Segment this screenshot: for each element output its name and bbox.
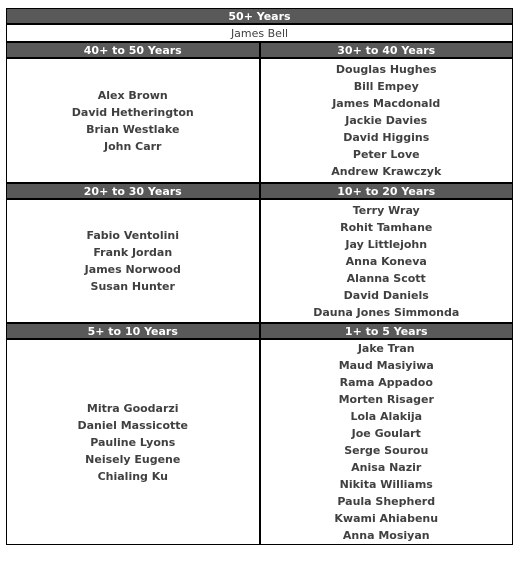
name: Kwami Ahiabenu — [334, 512, 439, 525]
section-row-2 — [6, 183, 513, 323]
name: Dauna Jones Simmonda — [313, 305, 460, 319]
header-1-to-5: 1+ to 5 Years — [260, 323, 514, 339]
header-40-to-50: 40+ to 50 Years — [6, 42, 260, 58]
column-20-to-30 — [6, 183, 260, 323]
name: Maud Masiyiwa — [338, 359, 434, 372]
name: Pauline Lyons — [90, 435, 176, 449]
header-30-to-40: 30+ to 40 Years — [260, 42, 514, 58]
name: Rama Appadoo — [339, 376, 433, 389]
name: Jake Tran — [357, 342, 415, 355]
name: Joe Goulart — [351, 427, 421, 440]
name: David Hetherington — [71, 105, 194, 119]
name: Jay Littlejohn — [345, 237, 428, 251]
name: Daniel Massicotte — [77, 418, 188, 432]
column-5-to-10 — [6, 323, 260, 545]
header-50-plus: 50+ Years — [6, 8, 513, 24]
name: Paula Shepherd — [337, 495, 436, 508]
name: David Higgins — [343, 131, 430, 144]
header-5-to-10: 5+ to 10 Years — [6, 323, 260, 339]
name: James Norwood — [84, 263, 181, 276]
column-40-to-50 — [6, 42, 260, 183]
names-20-to-30 — [6, 199, 260, 323]
names-40-to-50 — [6, 58, 260, 183]
name: Brian Westlake — [86, 122, 180, 136]
name: Anna Mosiyan — [342, 529, 430, 542]
name: Alex Brown — [97, 88, 168, 102]
name: James Macdonald — [332, 97, 441, 110]
name: Fabio Ventolini — [86, 229, 179, 242]
names-1-to-5 — [260, 339, 514, 545]
names-5-to-10 — [6, 339, 260, 545]
section-row-3 — [6, 323, 513, 545]
name: Lola Alakija — [350, 410, 423, 423]
section-row-1 — [6, 42, 513, 183]
name: Bill Empey — [353, 80, 419, 93]
header-20-to-30: 20+ to 30 Years — [6, 183, 260, 199]
name: Douglas Hughes — [335, 63, 437, 76]
name: David Daniels — [343, 288, 429, 302]
name: Nikita Williams — [339, 478, 433, 491]
name: Morten Risager — [338, 393, 434, 406]
name: Susan Hunter — [90, 280, 175, 293]
column-10-to-20 — [260, 183, 514, 323]
name: Frank Jordan — [93, 246, 173, 259]
name: Neisely Eugene — [85, 452, 181, 466]
name: Terry Wray — [352, 203, 420, 217]
name: Rohit Tamhane — [340, 220, 433, 234]
name: Peter Love — [352, 148, 420, 161]
name: Mitra Goodarzi — [86, 401, 179, 415]
name: Anisa Nazir — [351, 461, 422, 474]
names-10-to-20 — [260, 199, 514, 323]
name: Andrew Krawczyk — [331, 165, 442, 178]
name: Jackie Davies — [345, 114, 428, 127]
header-10-to-20: 10+ to 20 Years — [260, 183, 514, 199]
name: Alanna Scott — [346, 271, 426, 285]
name: Serge Sourou — [344, 444, 429, 457]
column-30-to-40 — [260, 42, 514, 183]
names-30-to-40 — [260, 58, 514, 183]
service-years-table — [6, 8, 513, 545]
name: John Carr — [104, 139, 162, 153]
column-1-to-5 — [260, 323, 514, 545]
name: James Bell — [230, 26, 289, 40]
name: Anna Koneva — [345, 254, 427, 268]
name-cell-50-plus — [6, 24, 513, 42]
name: Chialing Ku — [97, 469, 168, 483]
